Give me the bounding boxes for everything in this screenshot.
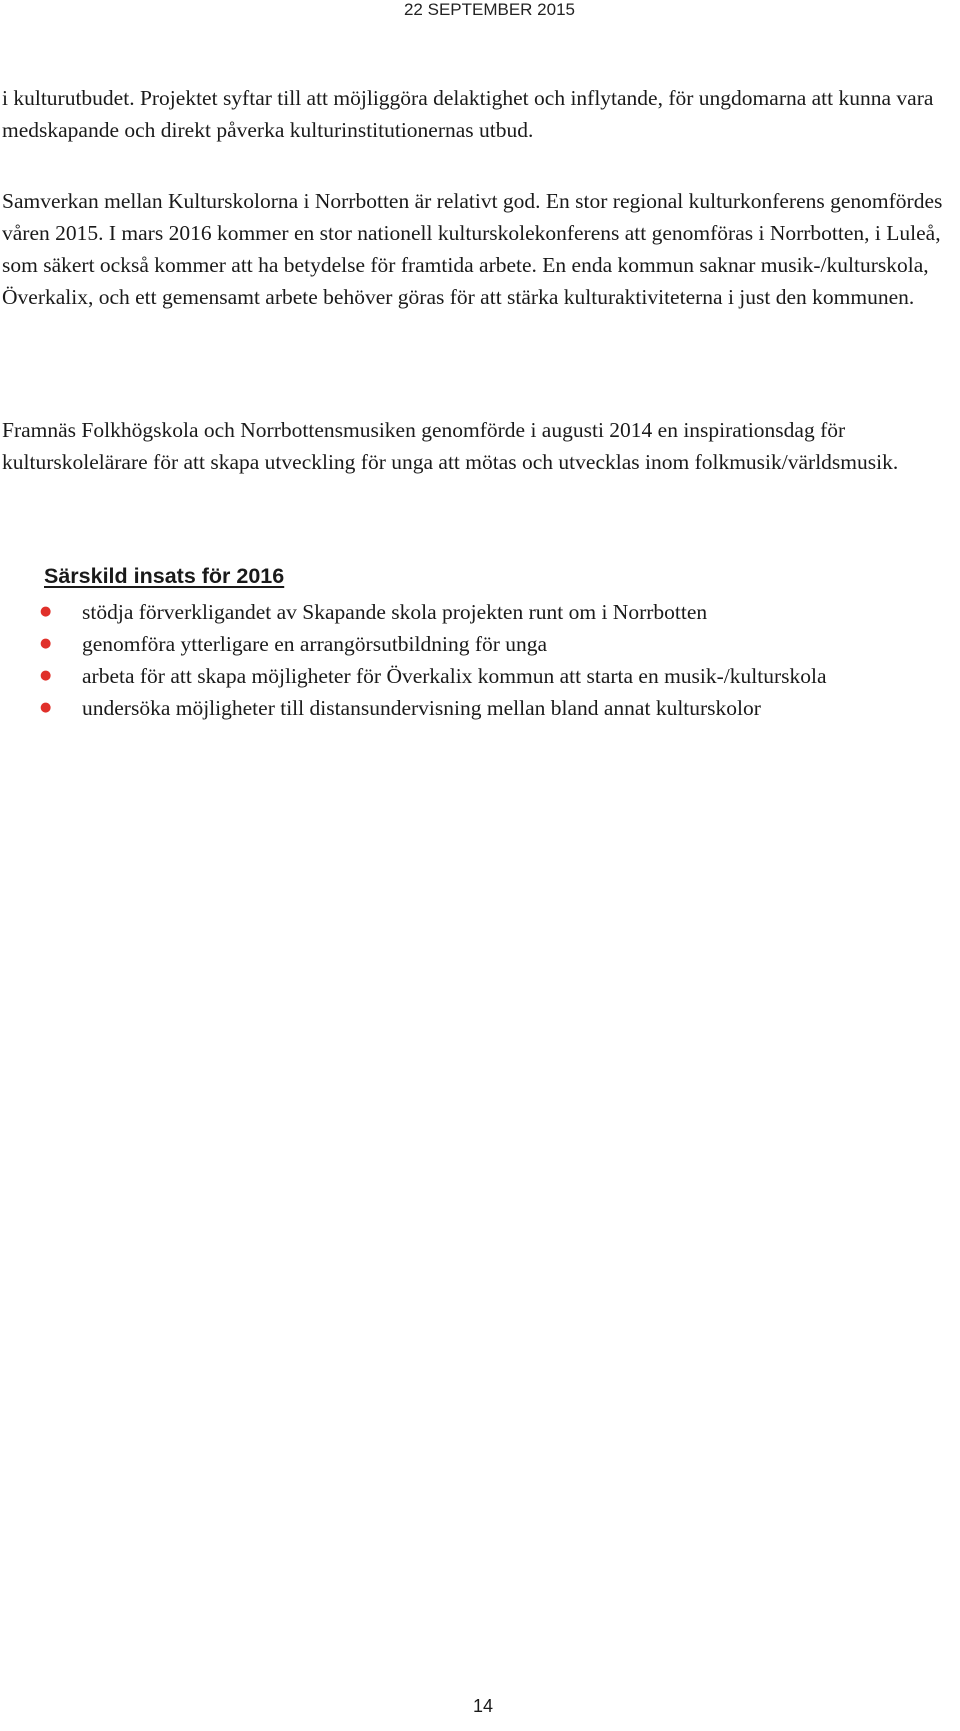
list-item-text: arbeta för att skapa möjligheter för Överkalix kommun att starta en musik-/kulturskola	[82, 664, 827, 688]
bullet-list	[0, 596, 955, 724]
body-paragraph: Samverkan mellan Kulturskolorna i Norrbotten är relativt god. En stor regional kulturkonferens genomfördes våren 2015. I mars 2016 kommer en stor nationell kulturskolekonferens att genomföras i Norrbotten, i Luleå, som säkert också kommer att ha betydelse för framtida arbete. En enda kommun saknar musik-/kulturskola, Överkalix, och ett gemensamt arbete behöver göras för att stärka kulturaktiviteterna i just den kommunen.	[2, 189, 943, 309]
bullet-dot-icon: ●	[40, 700, 52, 715]
bullet-dot-icon: ●	[40, 636, 52, 651]
list-item-text: undersöka möjligheter till distansundervisning mellan bland annat kulturskolor	[82, 696, 761, 720]
list-item	[0, 692, 955, 724]
body-paragraph: i kulturutbudet. Projektet syftar till att möjliggöra delaktighet och inflytande, för ungdomarna att kunna vara medskapande och direkt påverka kulturinstitutionernas utbud.	[2, 86, 934, 142]
section-heading: Särskild insats för 2016	[44, 564, 285, 588]
bullet-dot-icon: ●	[40, 668, 52, 683]
list-item-text: stödja förverkligandet av Skapande skola projekten runt om i Norrbotten	[82, 600, 708, 624]
list-item-text: genomföra ytterligare en arrangörsutbildning för unga	[82, 632, 548, 656]
page-number: 14	[473, 1696, 494, 1716]
bullet-dot-icon: ●	[40, 604, 52, 619]
list-item	[0, 596, 955, 628]
list-item	[0, 660, 955, 692]
list-item	[0, 628, 955, 660]
page-header-date: 22 SEPTEMBER 2015	[403, 0, 575, 19]
body-paragraph: Framnäs Folkhögskola och Norrbottensmusiken genomförde i augusti 2014 en inspirationsdag för kulturskolelärare för att skapa utveckling för unga att mötas och utvecklas inom folkmusik/världsmusik.	[2, 418, 899, 474]
